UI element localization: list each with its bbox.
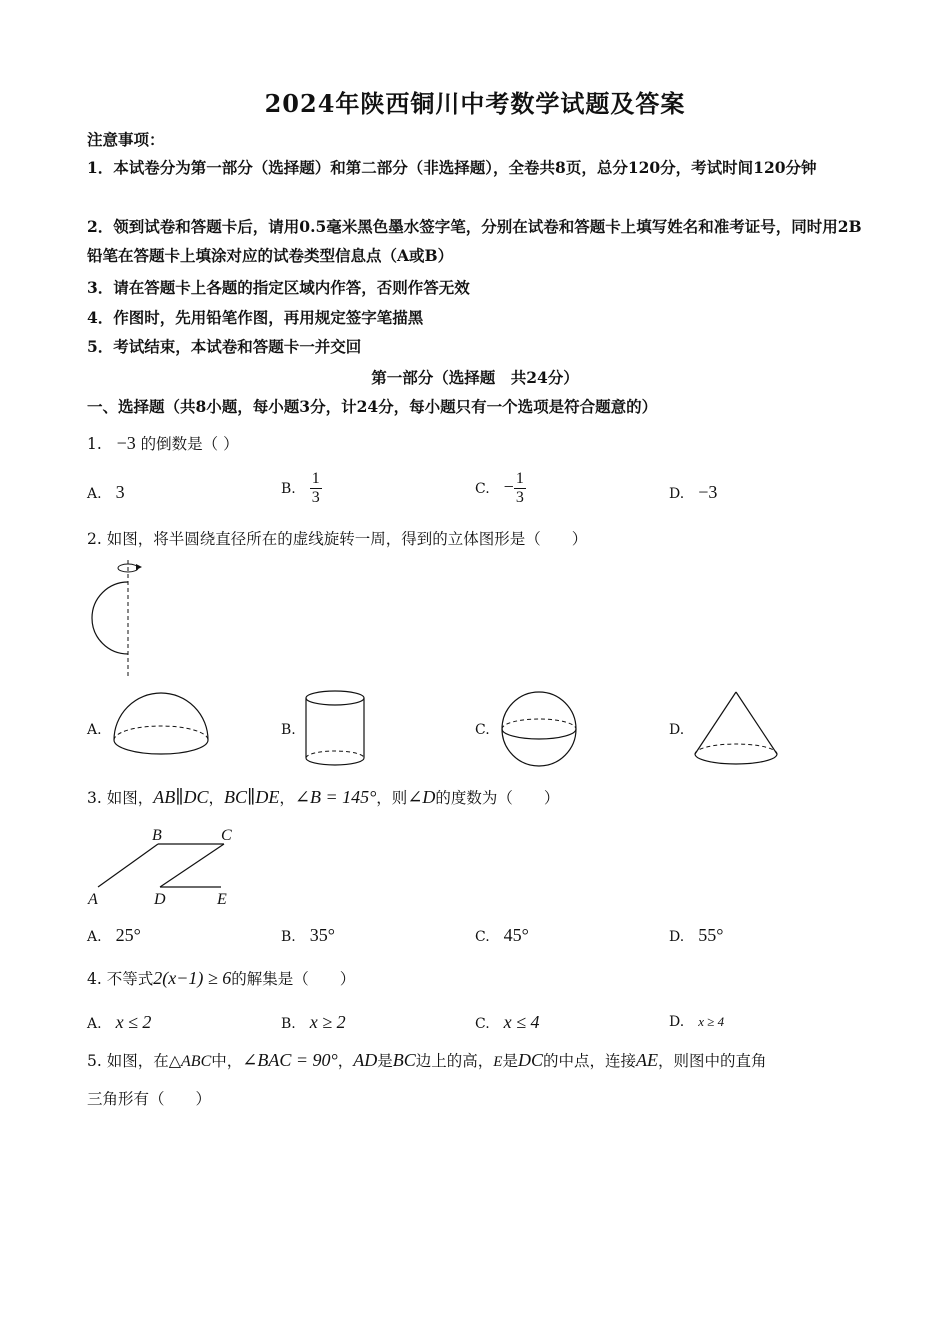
q3-condition-2: BC∥DE <box>224 787 280 807</box>
q3-option-d: D. 55° <box>669 925 724 945</box>
page-title: 2024年陕西铜川中考数学试题及答案 <box>264 89 686 118</box>
q2-option-b: B. <box>281 722 296 738</box>
q4-option-a: A. x ≤ 2 <box>87 1012 152 1032</box>
q3-label-b: B <box>152 827 162 844</box>
q1-stem <box>87 432 239 454</box>
q5-stem-line-1: 5. 如图，在△ABC中，∠BAC = 90°，AD是BC边上的高，E是DC的中点，连接AE，则图中的直角 <box>87 1050 767 1070</box>
q1-expression: −3 <box>116 433 136 453</box>
q2-hemisphere-figure <box>112 692 212 762</box>
notice-item-4: 4．作图时，先用铅笔作图，再用规定签字笔描黑 <box>87 308 424 327</box>
q2-sphere-figure <box>500 690 580 770</box>
q3-parallel-lines-figure <box>86 826 246 908</box>
part1-heading: 第一部分（选择题 共24分） <box>371 368 579 387</box>
q3-label-d: D <box>154 891 166 908</box>
notice-item-2: 2．领到试卷和答题卡后，请用0.5毫米黑色墨水签字笔，分别在试卷和答题卡上填写姓名和准考证号，同时用2B铅笔在答题卡上填涂对应的试卷类型信息点（A或B） <box>87 217 862 265</box>
notice-item-3: 3．请在答题卡上各题的指定区域内作答，否则作答无效 <box>87 278 470 297</box>
notice-item-1: 1．本试卷分为第一部分（选择题）和第二部分（非选择题），全卷共8页，总分120分，考试时间120分钟 <box>87 158 817 177</box>
q3-label-a: A <box>88 891 98 908</box>
notice-item-5: 5．考试结束，本试卷和答题卡一并交回 <box>87 337 362 356</box>
q1-b-fraction: $\frac{1}{3}$ <box>311 470 320 506</box>
q2-option-c: C. <box>475 722 490 738</box>
q4-stem: 4. 不等式2(x−1) ≥ 6的解集是（ ） <box>87 968 356 988</box>
q1-option-b: B. $\frac{1}{3}$ <box>281 470 320 506</box>
q3-option-c: C. 45° <box>475 925 529 945</box>
notice-heading: 注意事项： <box>87 130 165 149</box>
q2-stem: 2. 如图，将半圆绕直径所在的虚线旋转一周，得到的立体图形是（ ） <box>87 530 588 548</box>
section1-heading: 一、选择题（共8小题，每小题3分，计24分，每小题只有一个选项是符合题意的） <box>87 397 658 416</box>
q5-stem-line-2: 三角形有（ ） <box>87 1090 212 1108</box>
q2-option-a: A. <box>87 722 102 738</box>
q3-angle: ∠D <box>407 787 436 807</box>
q2-cone-figure <box>693 690 783 770</box>
q3-label-e: E <box>217 891 227 908</box>
q4-option-c: C. x ≤ 4 <box>475 1012 540 1032</box>
q3-option-b: B. 35° <box>281 925 335 945</box>
q1-number: 1. <box>87 435 102 453</box>
q1-option-c: C. − $\frac{1}{3}$ <box>475 470 524 506</box>
q1-text: 的倒数是（ ） <box>140 435 239 453</box>
q4-inequality: 2(x−1) ≥ 6 <box>153 968 232 988</box>
q3-option-a: A. 25° <box>87 925 141 945</box>
q3-stem: 3. 如图，AB∥DC，BC∥DE，∠B = 145°，则∠D的度数为（ ） <box>87 787 560 807</box>
q3-label-c: C <box>221 827 232 844</box>
q1-option-d: D. −3 <box>669 482 718 502</box>
q3-condition-3: ∠B = 145° <box>294 787 377 807</box>
q2-cylinder-figure <box>304 690 368 770</box>
q1-c-fraction: $\frac{1}{3}$ <box>515 470 524 506</box>
q1-option-a: A. 3 <box>87 482 125 502</box>
q4-option-d: D. x ≥ 4 <box>669 1014 725 1030</box>
q4-option-b: B. x ≥ 2 <box>281 1012 346 1032</box>
q2-semicircle-figure <box>84 558 154 683</box>
q3-condition-1: AB∥DC <box>153 787 209 807</box>
q2-option-d: D. <box>669 722 685 738</box>
